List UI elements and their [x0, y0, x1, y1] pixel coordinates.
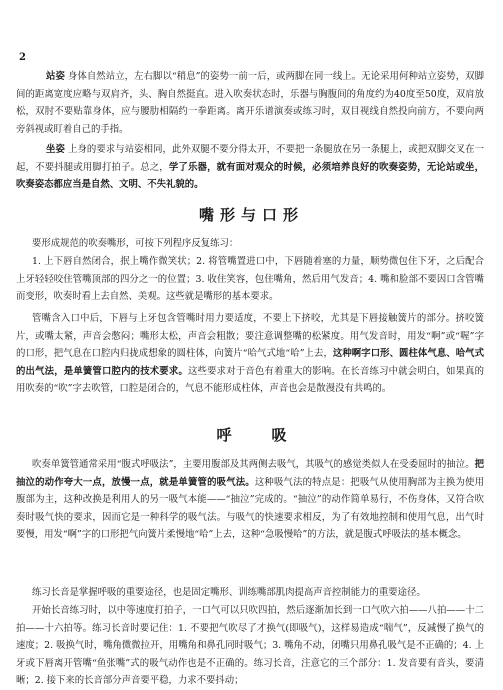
emphasized-text: 这种啊字口形、圆柱体气息、哈气式的出气法，是单簧管口腔内的技术要求。 — [16, 348, 484, 377]
section-heading-breathing: 呼吸 — [216, 426, 327, 444]
breathing-method-paragraph — [16, 456, 484, 544]
body-text: 1. 上下唇自然闭合，抿上嘴作微笑状；2. 将管嘴置进口中，下唇随着塞的力量，顺势微包住下牙，之后配合上牙轻轻咬住管嘴顶部的四分之一的位置；3. 收住笑容，包住嘴角，然后用气发音；4. 嘴和脸部不要因口含管嘴而变形，吹奏时看上去自然、美观。这些就是嘴形的基本要求。 — [16, 256, 484, 303]
standing-posture-paragraph — [16, 68, 484, 138]
embouchure-intro-paragraph — [16, 235, 484, 253]
body-text: 要形成规范的吹奏嘴形，可按下列程序反复练习： — [32, 238, 239, 249]
body-text: 管嘴含入口中后，下唇与上牙包含管嘴时用力要适度，不要上下挤咬，尤其是下唇接触簧片的部分。挤咬簧片，或嘴太紧，声音会憋闷；嘴形太松，声音会粗散；要注意调整嘴的松紧度。用气发音时，用发“啊”或“喔”字的口形，把气息在口腔内归拢成想象的圆柱体，向簧片“哈气式地“哈”上去， — [16, 313, 484, 360]
body-text: 上身的要求与站姿相同，此外双腿不要分得太开，不要把一条腿放在另一条腿上，或把双脚交叉在一起，不要抖腿或用脚打拍子。总之， — [16, 144, 484, 173]
embouchure-details-paragraph — [16, 310, 484, 398]
section-heading-embouchure: 嘴形与口形 — [198, 206, 304, 224]
embouchure-steps-paragraph — [16, 253, 484, 306]
body-text: 身体自然站立，左右脚以“稍息”的姿势一前一后，或两脚在同一线上。无论采用何种站立姿势，双脚间的距离宽度应略与双肩齐，头、胸自然挺直。进入吹奏状态时，乐器与胸腹间的角度约为40度至50度，双肩放松，双肘不要贴靠身体，应与腰肋相隔约一拳距离。离开乐谱演奏或练习时，双目视线自然投向前方，不要向两旁斜视或盯着自己的手指。 — [16, 71, 484, 135]
emphasized-text: 学了乐器，就有面对观众的时候，必须培养良好的吹奏姿势，无论站或坐，吹奏姿态都应当是自然、文明、不失礼貌的。 — [16, 161, 484, 191]
emphasized-text: 坐姿 — [46, 144, 65, 155]
body-text: 这些要求对于音色有着重大的影响。在长音练习中就会明白，如果真的用吹奏的“吹”字去吹管，口腔是闭合的，气息不能形成柱体，声音也会是散漫没有共鸣的。 — [16, 365, 484, 395]
long-tone-practice-paragraph — [16, 602, 484, 690]
sitting-posture-paragraph — [16, 141, 484, 194]
page-number: 2 — [19, 52, 26, 63]
body-text: 吹奏单簧管通常采用“腹式呼吸法”，主要用腹部及其两侧去吸气，其吸气的感觉类似人在受委屈时的抽泣。 — [32, 459, 475, 470]
body-text: 开始长音练习时，以中等速度打拍子，一口气可以只吹四拍，然后逐渐加长到一口气吹六拍——八拍——十二拍——十六拍等。练习长音时要记住：1. 不要把气吹尽了才换气(即吸气)，这样易造成“喘气”，反减慢了换气的速度；2. 吸换气时，嘴角微微拉开，用嘴角和鼻孔同时吸气；3. 嘴角不动，闭嘴只用鼻孔吸气是不正确的；4. 上牙或下唇离开管嘴“鱼张嘴”式的吸气动作也是不正确的。练习长音，注意它的三个部分：1. 发音要有音头，要清晰；2. 接下来的长音部分声音要平稳，力求不要抖动； — [16, 605, 484, 687]
body-text: 练习长音是掌握呼吸的重要途径，也是固定嘴形、训练嘴部肌肉提高声音控制能力的重要途径。 — [32, 587, 426, 598]
long-tone-importance-paragraph — [16, 584, 484, 602]
emphasized-text: 站姿 — [46, 71, 65, 82]
emphasized-text: 把抽泣的动作夸大一点，放慢一点，就是单簧管的吸气法。 — [16, 459, 484, 488]
body-text: 这种吸气法的特点是：把吸气从使用胸部为主换为使用腹部为主，这种改换是利用人的另一吸气本能——“抽泣”完成的。“抽泣”的动作简单易行，不伤身体，又符合吹奏时吸气快的要求，因而它是一种科学的吸气法。与吸气的快速要求相反，为了有效地控制和使用气息，出气时要慢，用发“啊”字的口形把气向簧片柔慢地“哈”上去，这种“急吸慢哈”的方法，就是腹式呼吸法的基本概念。 — [16, 476, 484, 541]
